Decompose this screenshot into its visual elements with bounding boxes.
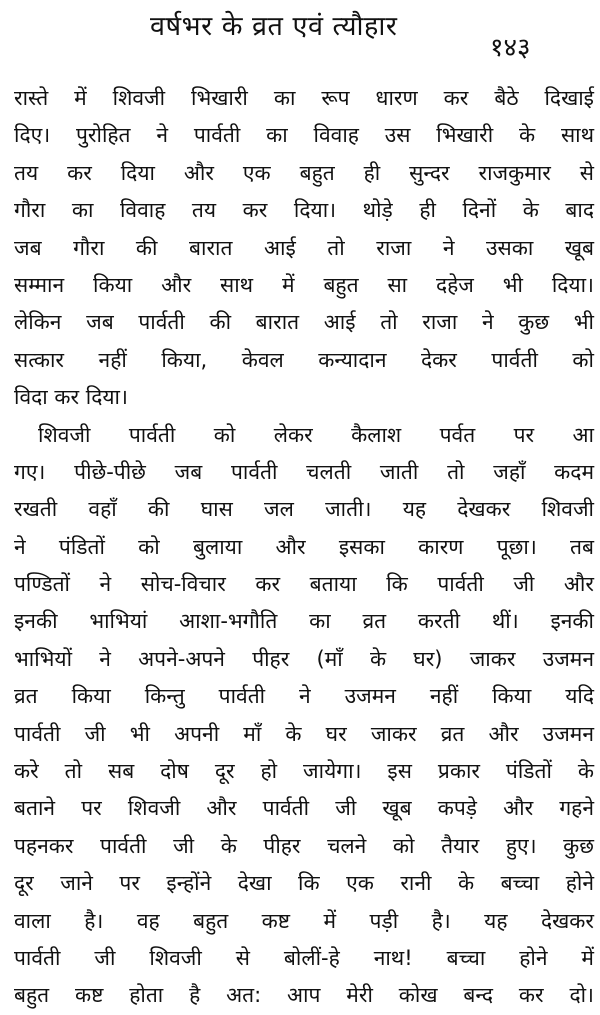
text-line: दूर जाने पर इन्होंने देखा कि एक रानी के बच्चा होने: [14, 871, 594, 896]
paragraph-2: [14, 417, 594, 1015]
text-line: सत्कार नहीं किया, केवल कन्यादान देकर पार्वती को: [14, 347, 594, 372]
text-line: तय कर दिया और एक बहुत ही सुन्दर राजकुमार से: [14, 160, 594, 185]
text-line: गए। पीछे-पीछे जब पार्वती चलती जाती तो जहाँ कदम: [14, 459, 594, 484]
text-line: व्रत किया किन्तु पार्वती ने उजमन नहीं किया यदि: [14, 684, 594, 709]
text-line: पार्वती जी शिवजी से बोलीं-हे नाथ! बच्चा होने में: [14, 945, 594, 970]
page-number: १४३: [490, 33, 531, 63]
text-line: इनकी भाभियां आशा-भगौति का व्रत करती थीं। इनकी: [14, 609, 594, 634]
text-line: रखती वहाँ की घास जल जाती। यह देखकर शिवजी: [14, 497, 594, 522]
text-line: शिवजी पार्वती को लेकर कैलाश पर्वत पर आ: [38, 422, 594, 447]
text-line: बताने पर शिवजी और पार्वती जी खूब कपड़े और गहने: [14, 796, 594, 821]
text-line: सम्मान किया और साथ में बहुत सा दहेज भी दिया।: [14, 272, 594, 297]
text-line: पार्वती जी भी अपनी माँ के घर जाकर व्रत और उजमन: [14, 721, 594, 746]
text-line: वाला है। वह बहुत कष्ट में पड़ी है। यह देखकर: [14, 908, 594, 933]
body-text: [14, 80, 594, 1015]
text-line: विदा कर दिया।: [14, 385, 128, 410]
text-line: करे तो सब दोष दूर हो जायेगा। इस प्रकार पंडितों के: [14, 759, 594, 784]
text-line: बहुत कष्ट होता है अत: आप मेरी कोख बन्द कर दो।: [14, 983, 594, 1008]
text-line: गौरा का विवाह तय कर दिया। थोड़े ही दिनों के बाद: [14, 198, 594, 223]
text-line: ने पंडितों को बुलाया और इसका कारण पूछा। तब: [14, 534, 594, 559]
text-line: दिए। पुरोहित ने पार्वती का विवाह उस भिखारी के साथ: [14, 123, 594, 148]
text-line: पण्डितों ने सोच-विचार कर बताया कि पार्वती जी और: [14, 572, 594, 597]
text-line: जब गौरा की बारात आई तो राजा ने उसका खूब: [14, 235, 594, 260]
running-head-title: वर्षभर के व्रत एवं त्यौहार: [150, 11, 398, 42]
text-line: रास्ते में शिवजी भिखारी का रूप धारण कर बैठे दिखाई: [14, 86, 594, 110]
text-line: भाभियों ने अपने-अपने पीहर (माँ के घर) जाकर उजमन: [14, 646, 594, 671]
text-line: पहनकर पार्वती जी के पीहर चलने को तैयार हुए। कुछ: [14, 833, 594, 858]
paragraph-1: [14, 80, 594, 417]
text-line: लेकिन जब पार्वती की बारात आई तो राजा ने कुछ भी: [14, 310, 594, 335]
